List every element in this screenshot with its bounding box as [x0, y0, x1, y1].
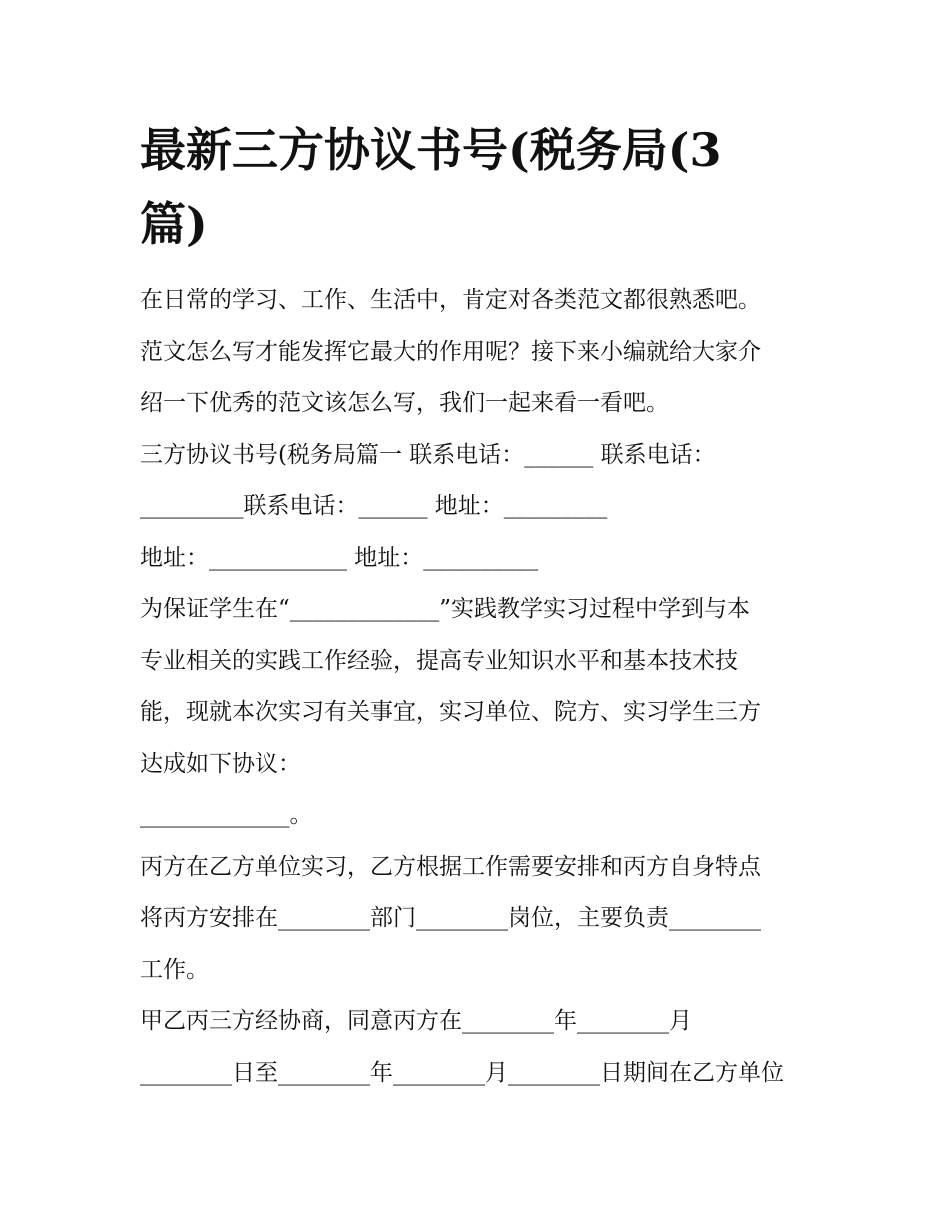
body-line: 绍一下优秀的范文该怎么写，我们一起来看一看吧。: [140, 390, 669, 416]
body-line: 甲乙丙三方经协商，同意丙方在________年________月: [140, 1008, 692, 1034]
document-title: [140, 113, 840, 261]
body-line: 工作。: [140, 956, 209, 983]
body-line: 地址：____________ 地址：__________: [140, 544, 539, 571]
title-line-2: 篇): [140, 197, 208, 251]
body-line: _____________。: [140, 802, 313, 828]
body-line: _________联系电话：______ 地址：_________: [140, 493, 608, 519]
body-line: 为保证学生在“_____________”实践教学实习过程中学到与本: [140, 596, 751, 622]
body-line: 丙方在乙方单位实习，乙方根据工作需要安排和丙方自身特点: [140, 853, 761, 880]
body-line: 范文怎么写才能发挥它最大的作用呢？接下来小编就给大家介: [140, 338, 761, 365]
body-line: ________日至________年________月________日期间在乙方单位: [140, 1059, 784, 1086]
body-line: 将丙方安排在________部门________岗位，主要负责________: [140, 905, 761, 931]
body-line: 三方协议书号(税务局篇一 联系电话：______ 联系电话：: [140, 441, 716, 468]
body-line: 在日常的学习、工作、生活中，肯定对各类范文都很熟悉吧。: [140, 287, 761, 313]
body-line: 能，现就本次实习有关事宜，实习单位、院方、实习学生三方: [140, 699, 761, 725]
title-line-1: 最新三方协议书号(税务局(3: [140, 123, 722, 177]
body-line: 专业相关的实践工作经验，提高专业知识水平和基本技术技: [140, 647, 738, 674]
body-line: 达成如下协议：: [140, 750, 301, 777]
document-body: [140, 275, 830, 1099]
